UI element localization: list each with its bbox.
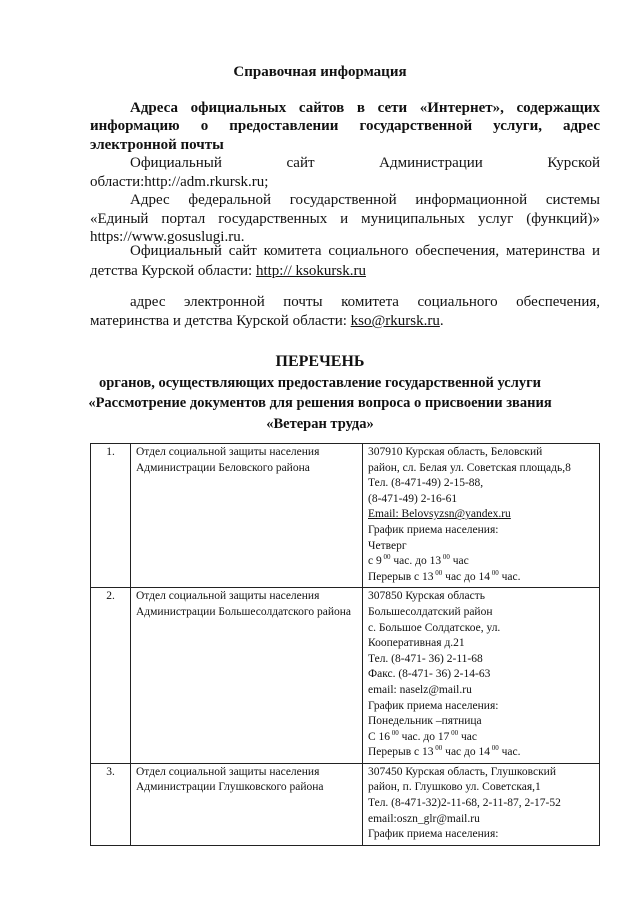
portal-line1: Адрес федеральной государственной информационной системы xyxy=(130,192,600,208)
email-prefix: материнства и детства Курской области: xyxy=(90,313,347,329)
contact-line: График приема населения: xyxy=(368,699,499,712)
email-link[interactable]: kso@rkursk.ru xyxy=(350,313,440,329)
org-name-line: Администрации Большесолдатского района xyxy=(136,605,351,618)
org-contacts xyxy=(363,444,600,588)
contact-line: Факс. (8-471- 36) 2-14-63 xyxy=(368,668,491,681)
contact-line: 307450 Курская область, Глушковский xyxy=(368,765,556,778)
list-heading-title: ПЕРЕЧЕНЬ xyxy=(275,353,365,370)
contact-line: Понедельник –пятница xyxy=(368,715,482,728)
org-name xyxy=(131,444,363,588)
sites-heading-line1: Адреса официальных сайтов в сети «Интернет», содержащих xyxy=(130,100,600,116)
org-name xyxy=(131,763,363,845)
contact-line: 307850 Курская область xyxy=(368,590,485,603)
email-line2 xyxy=(90,312,600,331)
contact-email[interactable]: email: naselz@mail.ru xyxy=(368,683,472,696)
contact-email[interactable]: Email: Belovsyzsn@yandex.ru xyxy=(368,508,511,521)
contact-line: с. Большое Солдатское, ул. xyxy=(368,621,501,634)
org-name-line: Администрации Беловского района xyxy=(136,461,310,474)
organizations-table xyxy=(90,443,600,846)
contact-line: с 9 $^{00}$ час. до 13 $^{00}$ час xyxy=(368,554,469,568)
contact-line: район, п. Глушково ул. Советская,1 xyxy=(368,781,541,794)
org-name-line: Отдел социальной защиты населения xyxy=(136,765,320,778)
contact-line: Перерыв с 13 $^{00}$ час до 14 $^{00}$ час. xyxy=(368,569,521,583)
portal-line2: «Единый портал государственных и муниципальных услуг (функций)» xyxy=(90,211,600,227)
org-name-line: Отдел социальной защиты населения xyxy=(136,446,320,458)
list-heading-line2: органов, осуществляющих предоставление государственной услуги xyxy=(98,375,542,391)
org-name-line: Администрации Глушковского района xyxy=(136,781,324,794)
contact-line: Перерыв с 13 $^{00}$ час до 14 $^{00}$ час. xyxy=(368,745,521,759)
email-suffix: . xyxy=(439,313,444,329)
committee-site-line2 xyxy=(90,262,600,281)
contact-line: Тел. (8-471-32)2-11-68, 2-11-87, 2-17-52 xyxy=(368,797,561,810)
contact-line: График приема населения: xyxy=(368,523,499,536)
list-heading-line3: «Рассмотрение документов для решения вопроса о присвоении звания xyxy=(88,395,552,411)
org-name xyxy=(131,588,363,764)
table-row xyxy=(91,763,600,845)
contact-line: С 16 $^{00}$ час. до 17 $^{00}$ час xyxy=(368,729,478,743)
admin-site-line2: области:http://adm.rkursk.ru; xyxy=(90,174,269,190)
contact-line: район, сл. Белая ул. Советская площадь,8 xyxy=(368,461,571,474)
table-row xyxy=(91,588,600,764)
sites-heading-line2: информацию о предоставлении государственной услуги, адрес xyxy=(90,118,600,134)
admin-site-line1: Официальный сайт Администрации Курской xyxy=(130,155,600,171)
contact-line: Кооперативная д.21 xyxy=(368,637,465,650)
contact-line: График приема населения: xyxy=(368,828,499,841)
row-number: 2. xyxy=(91,588,131,764)
committee-site-prefix: детства Курской области: xyxy=(90,263,253,279)
contact-email[interactable]: email:oszn_glr@mail.ru xyxy=(368,812,480,825)
list-heading-line4: «Ветеран труда» xyxy=(266,416,374,432)
contact-line: 307910 Курская область, Беловский xyxy=(368,446,543,458)
org-name-line: Отдел социальной защиты населения xyxy=(136,590,320,603)
sites-heading-line3: электронной почты xyxy=(90,137,224,153)
committee-site-link[interactable]: http:// ksokursk.ru xyxy=(255,263,366,279)
row-number: 1. xyxy=(91,444,131,588)
table-row xyxy=(91,444,600,588)
portal-line3: https://www.gosuslugi.ru. xyxy=(90,229,245,245)
committee-site-line1: Официальный сайт комитета социального обеспечения, материнства и xyxy=(130,243,600,259)
contact-line: Тел. (8-471- 36) 2-11-68 xyxy=(368,652,483,665)
org-contacts xyxy=(363,588,600,764)
row-number: 3. xyxy=(91,763,131,845)
email-line1: адрес электронной почты комитета социального обеспечения, xyxy=(130,294,600,310)
contact-line: Четверг xyxy=(368,539,407,552)
page-title: Справочная информация xyxy=(233,64,407,80)
contact-line: Большесолдатский район xyxy=(368,605,493,618)
org-contacts xyxy=(363,763,600,845)
contact-line: (8-471-49) 2-16-61 xyxy=(368,492,458,505)
contact-line: Тел. (8-471-49) 2-15-88, xyxy=(368,477,484,490)
